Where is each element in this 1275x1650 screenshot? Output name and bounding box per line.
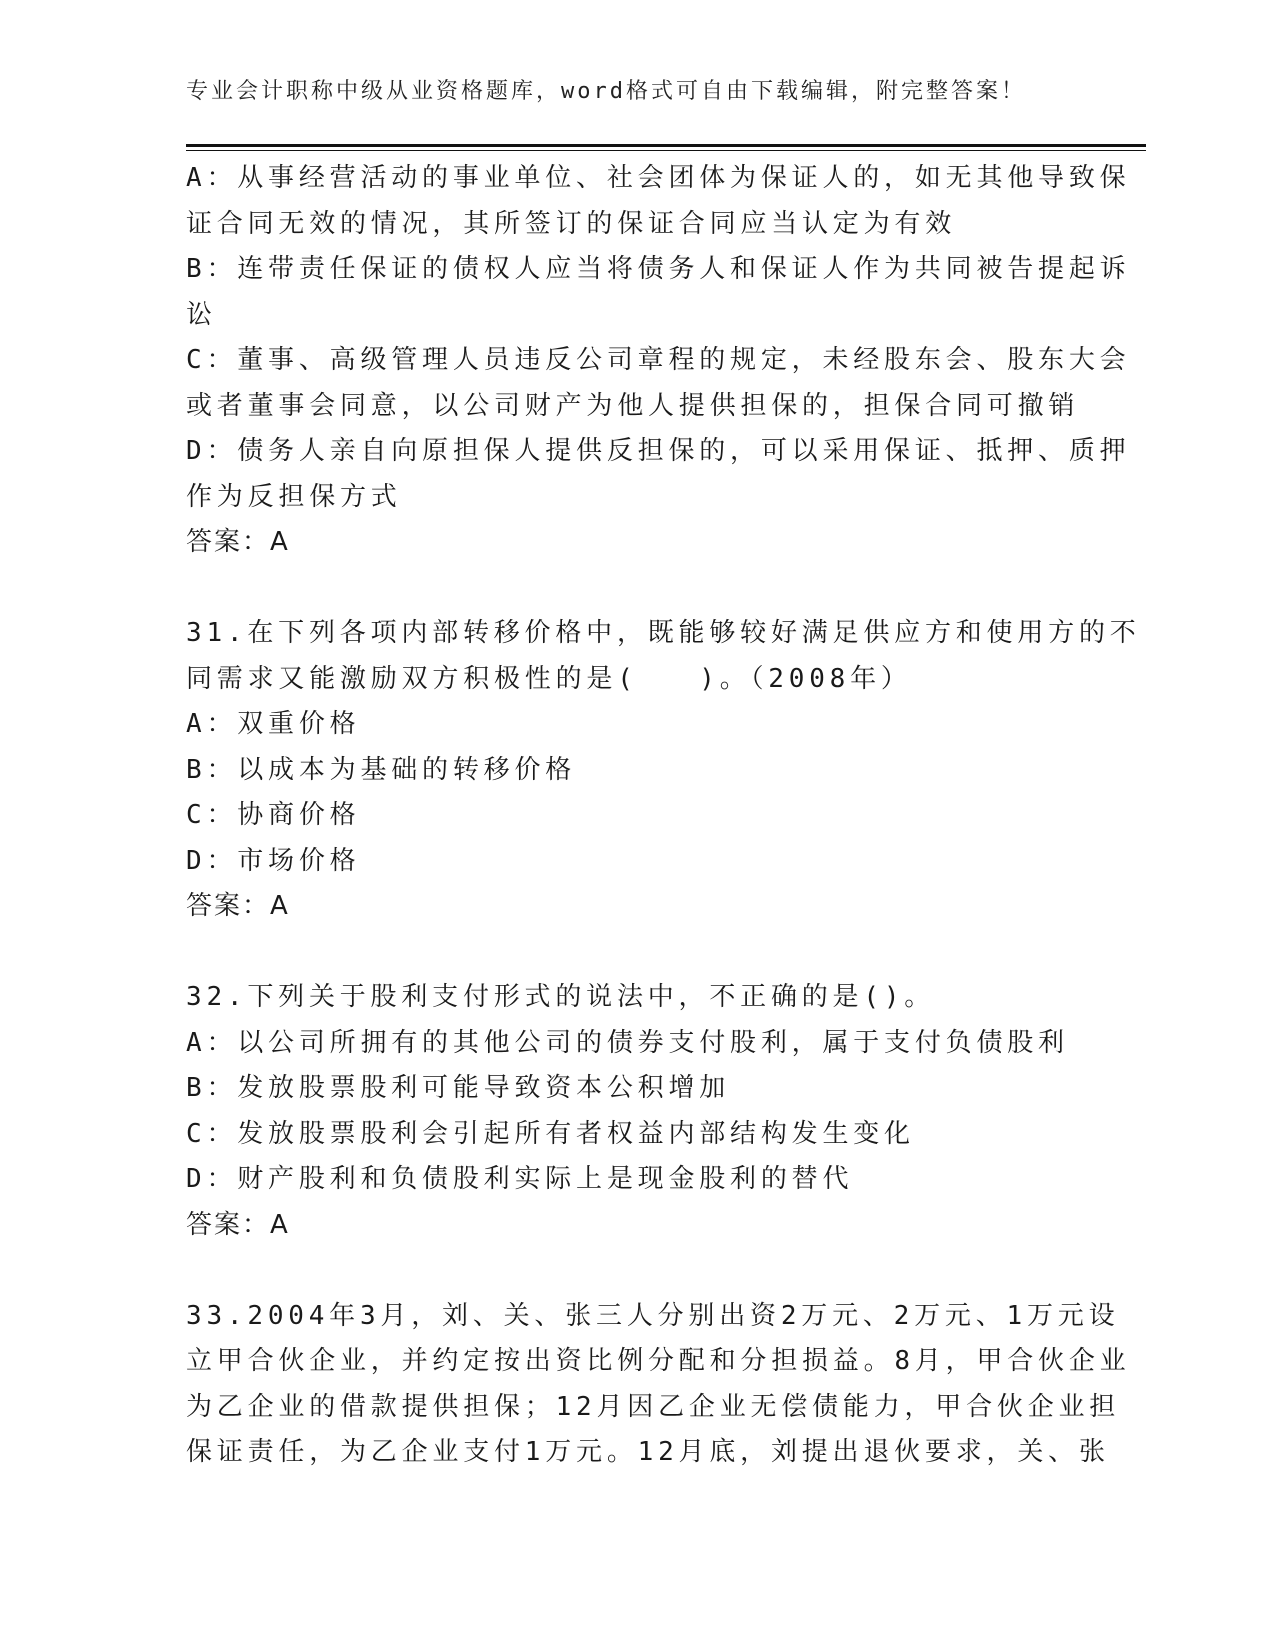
question-stem-line-1: 31.在下列各项内部转移价格中，既能够较好满足供应方和使用方的不	[186, 618, 1141, 648]
option-b-line-2: 讼	[186, 299, 217, 330]
header-rule-thick	[186, 144, 1146, 147]
question-stem: 32.下列关于股利支付形式的说法中，不正确的是()。	[186, 982, 936, 1012]
question-stem-line-4: 保证责任，为乙企业支付1万元。12月底，刘提出退伙要求，关、张	[186, 1437, 1110, 1467]
page-header: 专业会计职称中级从业资格题库，word格式可自由下载编辑，附完整答案！	[186, 79, 1026, 104]
option-c-line-2: 或者董事会同意，以公司财产为他人提供担保的，担保合同可撤销	[186, 390, 1080, 421]
question-stem-line-1: 33.2004年3月，刘、关、张三人分别出资2万元、2万元、1万元设	[186, 1300, 1120, 1331]
option-d: D：市场价格	[186, 845, 361, 876]
option-c: C：协商价格	[186, 800, 361, 830]
option-c-line-1: C：董事、高级管理人员违反公司章程的规定，未经股东会、股东大会	[186, 345, 1131, 375]
option-a-line-1: A：从事经营活动的事业单位、社会团体为保证人的，如无其他导致保	[186, 163, 1131, 193]
question-stem-line-3: 为乙企业的借款提供担保；12月因乙企业无偿债能力，甲合伙企业担	[186, 1391, 1121, 1422]
answer-line: 答案：A	[186, 527, 290, 557]
option-d-line-2: 作为反担保方式	[186, 481, 402, 512]
spacer	[186, 930, 1086, 976]
header-rule-thin	[186, 150, 1146, 151]
question-30-continuation	[186, 156, 1131, 566]
question-33	[186, 1294, 1131, 1476]
option-b-line-1: B：连带责任保证的债权人应当将债务人和保证人作为共同被告提起诉	[186, 254, 1131, 284]
option-a-line-2: 证合同无效的情况，其所签订的保证合同应当认定为有效	[186, 208, 957, 239]
question-stem-line-2: 立甲合伙企业，并约定按出资比例分配和分担损益。8月，甲合伙企业	[186, 1346, 1131, 1376]
question-31	[186, 611, 1141, 930]
question-32	[186, 975, 1086, 1248]
option-d: D：财产股利和负债股利实际上是现金股利的替代	[186, 1164, 854, 1194]
question-stem-line-2: 同需求又能激励双方积极性的是( )。（2008年）	[186, 663, 912, 694]
option-c: C：发放股票股利会引起所有者权益内部结构发生变化	[186, 1118, 915, 1149]
option-b: B：以成本为基础的转移价格	[186, 754, 577, 785]
answer-line: 答案：A	[186, 1209, 290, 1240]
option-d-line-1: D：债务人亲自向原担保人提供反担保的，可以采用保证、抵押、质押	[186, 436, 1131, 466]
option-a: A：双重价格	[186, 709, 361, 739]
option-b: B：发放股票股利可能导致资本公积增加	[186, 1073, 731, 1103]
document-body	[186, 156, 1141, 1476]
spacer	[186, 566, 1086, 612]
option-a: A：以公司所拥有的其他公司的债券支付股利，属于支付负债股利	[186, 1027, 1069, 1058]
spacer	[186, 1248, 1086, 1294]
answer-line: 答案：A	[186, 891, 290, 921]
